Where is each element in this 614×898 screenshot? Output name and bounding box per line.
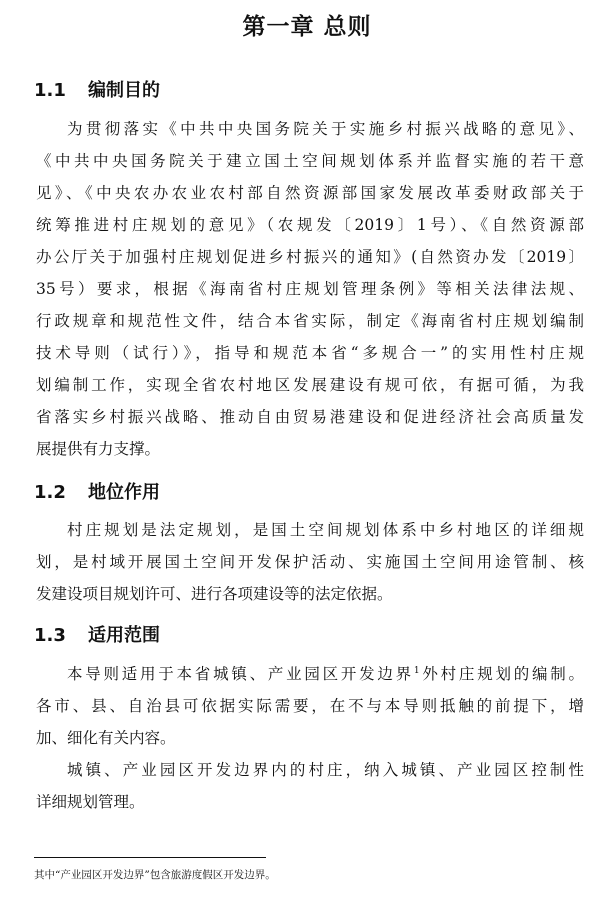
- paragraph-line: 划，是村域开展国土空间开发保护活动、实施国土空间用途管制、核: [36, 553, 584, 571]
- paragraph-text: 本导则适用于本省城镇、产业园区开发边界: [67, 665, 414, 683]
- paragraph-line: 发建设项目规划许可、进行各项建设等的法定依据。: [36, 585, 393, 603]
- footnote-divider: [34, 857, 266, 858]
- paragraph-line: 办公厅关于加强村庄规划促进乡村振兴的通知》(自然资办发〔2019〕: [36, 248, 584, 266]
- footnote-marker: 1: [413, 665, 420, 676]
- paragraph-line: 技术导则（试行）》，指导和规范本省“多规合一”的实用性村庄规: [36, 344, 584, 362]
- paragraph-line: 行政规章和规范性文件，结合本省实际，制定《海南省村庄规划编制: [36, 312, 584, 330]
- section-title: 适用范围: [88, 625, 160, 646]
- section-heading-1-1: [34, 79, 160, 103]
- section-number: 1.3: [34, 625, 66, 646]
- paragraph-line: 划编制工作，实现全省农村地区发展建设有规可依，有据可循，为我: [36, 376, 584, 394]
- paragraph-line: 详细规划管理。: [36, 793, 145, 811]
- paragraph-line: 统筹推进村庄规划的意见》（农规发〔2019〕1号）、《自然资源部: [36, 216, 584, 234]
- paragraph-line: 村庄规划是法定规划，是国土空间规划体系中乡村地区的详细规: [67, 521, 584, 539]
- paragraph-line: 各市、县、自治县可依据实际需要，在不与本导则抵触的前提下，增: [36, 697, 584, 715]
- chapter-title: 第一章 总则: [242, 14, 372, 40]
- section-heading-1-3: [34, 624, 160, 648]
- paragraph-line: 为贯彻落实《中共中央国务院关于实施乡村振兴战略的意见》、: [67, 120, 584, 138]
- paragraph-line: 展提供有力支撑。: [36, 440, 161, 458]
- paragraph-line: [67, 663, 584, 685]
- paragraph-line: 35号）要求，根据《海南省村庄规划管理条例》等相关法律法规、: [36, 280, 584, 298]
- paragraph-line: 加、细化有关内容。: [36, 729, 176, 747]
- paragraph-line: 省落实乡村振兴战略、推动自由贸易港建设和促进经济社会高质量发: [36, 408, 584, 426]
- paragraph-line: 《中共中央国务院关于建立国土空间规划体系并监督实施的若干意: [36, 152, 584, 170]
- section-title: 地位作用: [88, 482, 160, 503]
- section-number: 1.2: [34, 482, 66, 503]
- section-heading-1-2: [34, 481, 160, 505]
- paragraph-line: 见》、《中央农办农业农村部自然资源部国家发展改革委财政部关于: [36, 184, 584, 202]
- section-number: 1.1: [34, 80, 66, 101]
- section-title: 编制目的: [88, 80, 160, 101]
- footnote-text: 其中“产业园区开发边界”包含旅游度假区开发边界。: [34, 869, 276, 881]
- paragraph-text: 外村庄规划的编制。: [419, 665, 584, 683]
- paragraph-line: 城镇、产业园区开发边界内的村庄，纳入城镇、产业园区控制性: [67, 761, 584, 779]
